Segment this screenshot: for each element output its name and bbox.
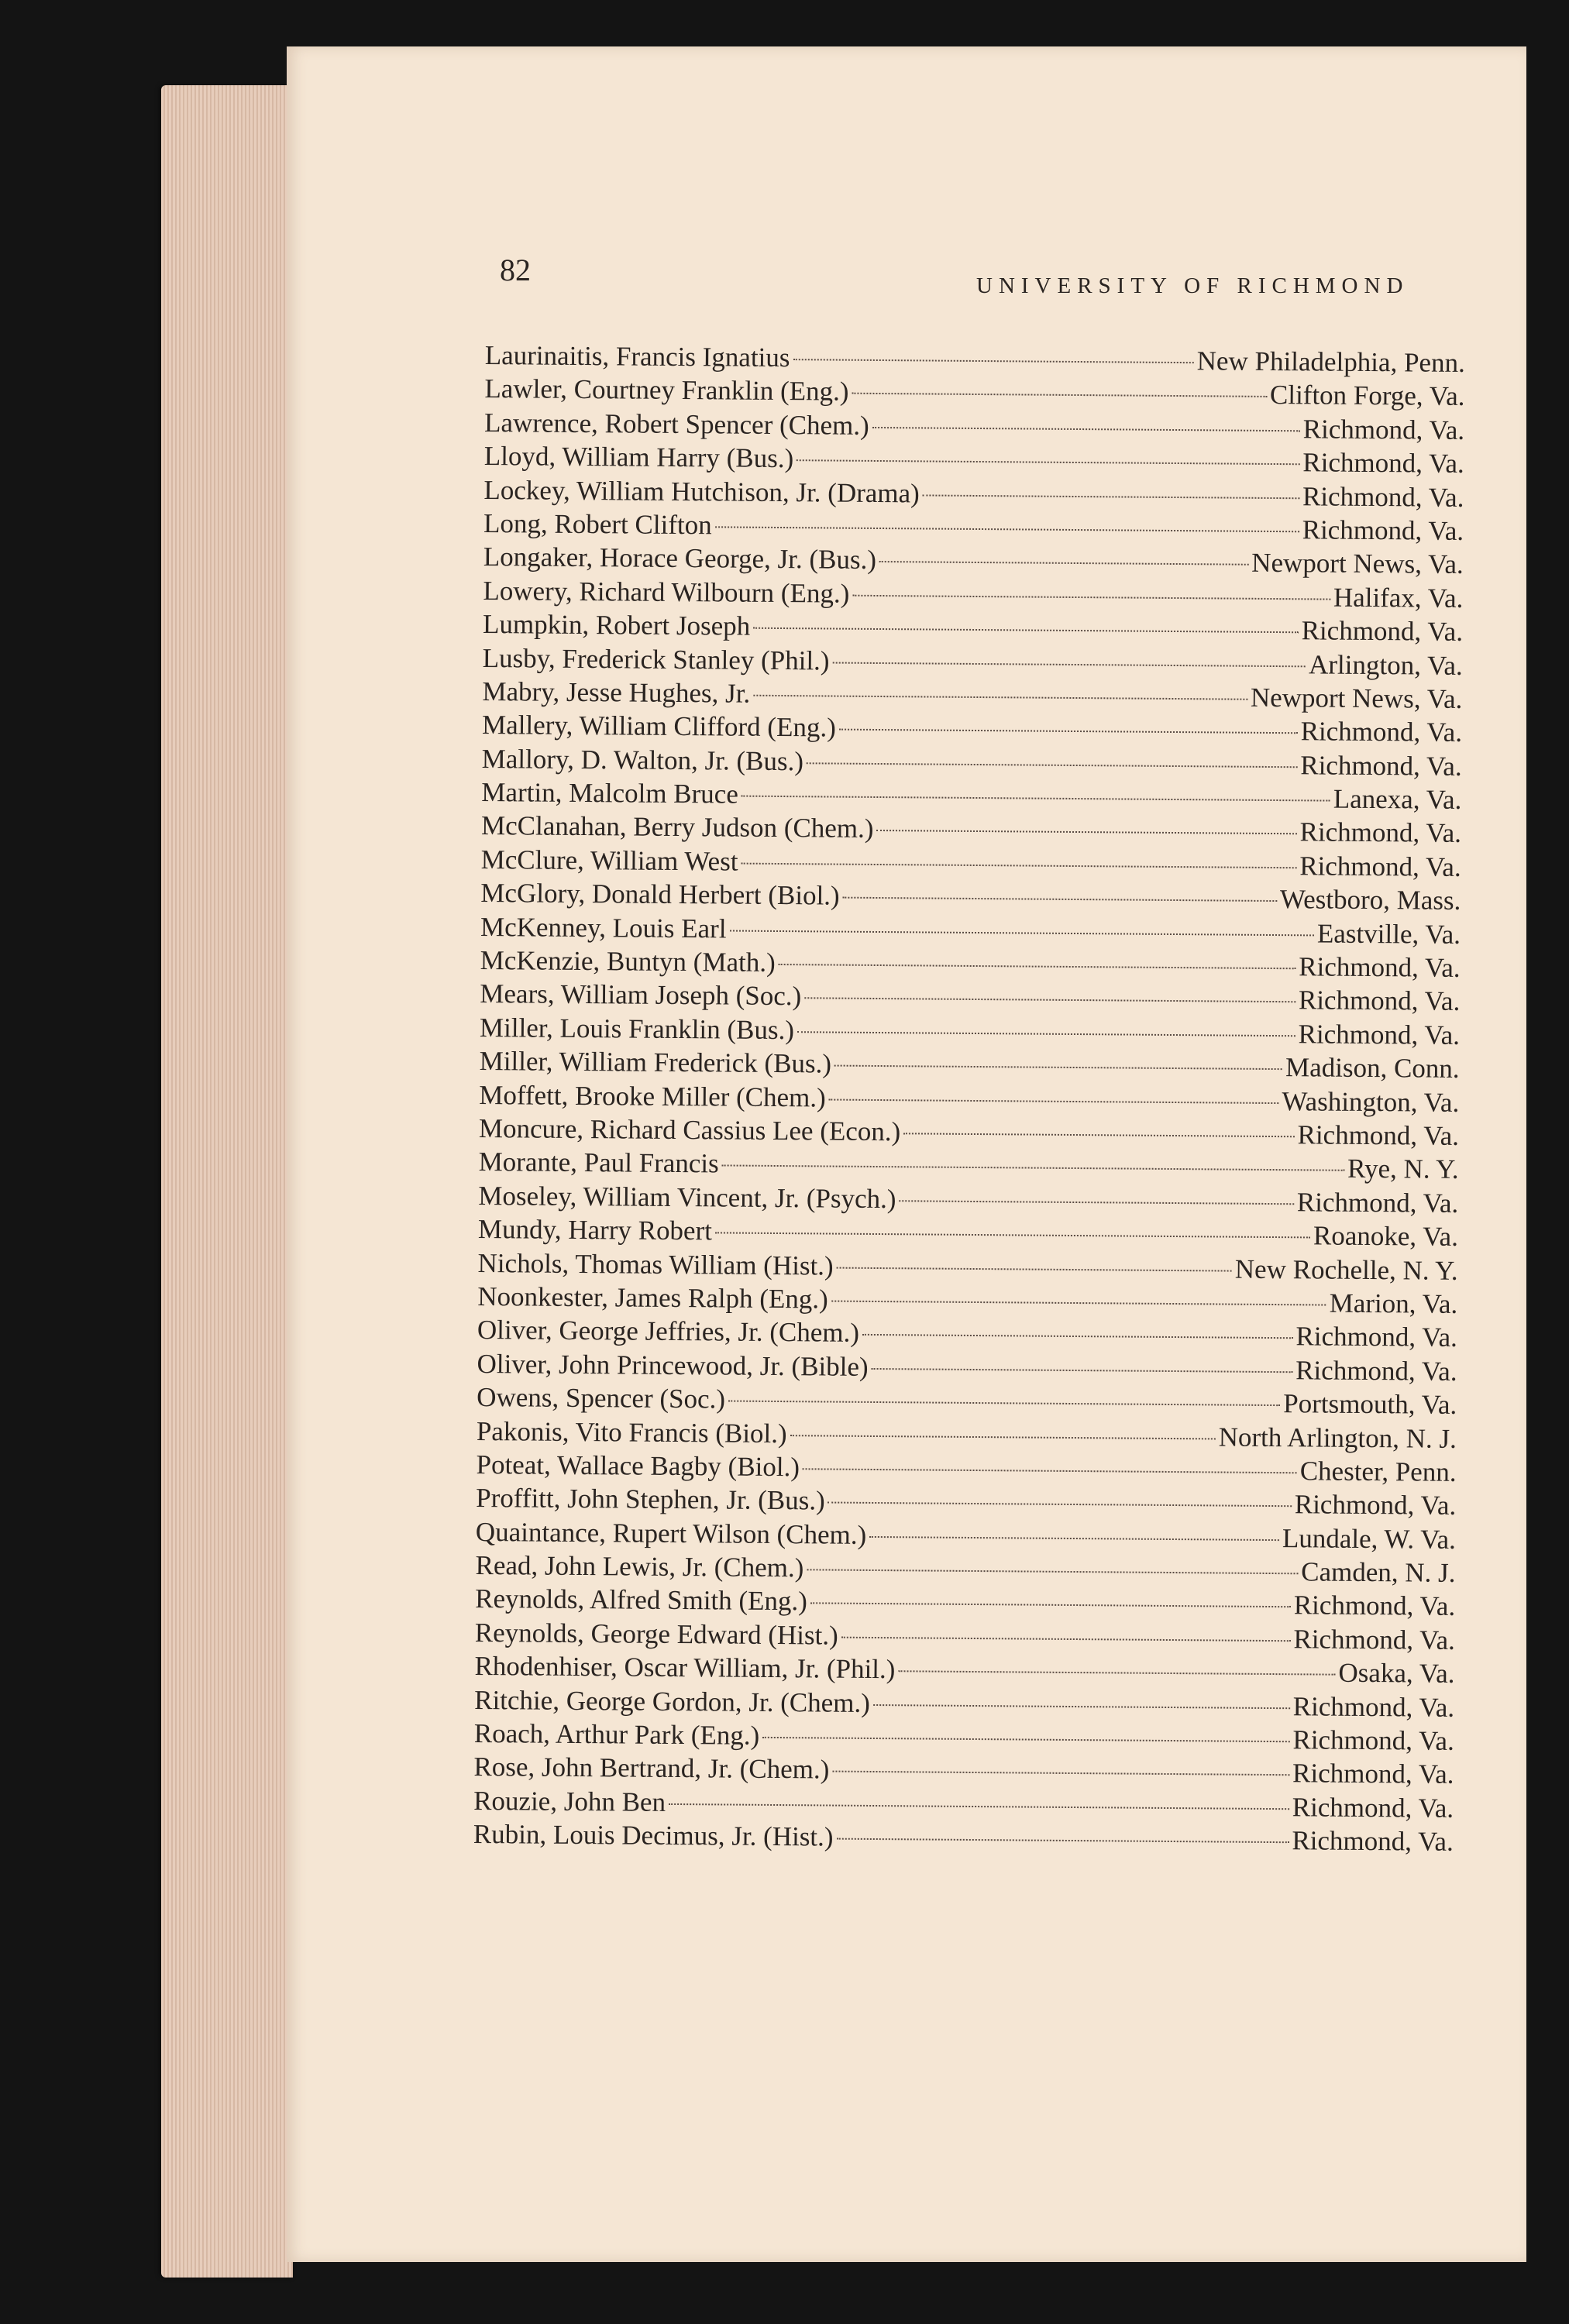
- student-name: McKenzie, Buntyn (Math.): [480, 945, 776, 978]
- hometown: Richmond, Va.: [1292, 1792, 1454, 1824]
- student-name: Long, Robert Clifton: [483, 507, 712, 541]
- hometown: Newport News, Va.: [1251, 548, 1464, 580]
- hometown: Richmond, Va.: [1297, 1119, 1460, 1151]
- dot-leader: [903, 1133, 1294, 1137]
- hometown: Clifton Forge, Va.: [1269, 380, 1465, 412]
- student-name: Owens, Spencer (Soc.): [477, 1382, 726, 1415]
- dot-leader: [728, 1401, 1280, 1407]
- dot-leader: [834, 1065, 1282, 1071]
- hometown: Richmond, Va.: [1302, 447, 1464, 480]
- student-name: Moncure, Richard Cassius Lee (Econ.): [478, 1112, 901, 1147]
- book-page-edges: [161, 85, 293, 2278]
- student-name: Nichols, Thomas William (Hist.): [477, 1247, 834, 1281]
- running-head: UNIVERSITY OF RICHMOND: [976, 273, 1409, 298]
- student-name: Morante, Paul Francis: [478, 1147, 719, 1179]
- student-name: Mears, William Joseph (Soc.): [480, 978, 802, 1012]
- student-name: Lumpkin, Robert Joseph: [482, 609, 751, 641]
- student-name: Pakonis, Vito Francis (Biol.): [476, 1415, 787, 1449]
- dot-leader: [810, 1603, 1291, 1608]
- hometown: Richmond, Va.: [1299, 951, 1461, 983]
- student-name: Reynolds, Alfred Smith (Eng.): [475, 1583, 808, 1617]
- hometown: Lundale, W. Va.: [1282, 1522, 1457, 1555]
- hometown: Richmond, Va.: [1302, 480, 1464, 513]
- dot-leader: [832, 1771, 1289, 1776]
- dot-leader: [807, 762, 1297, 768]
- student-name: Lawrence, Robert Spencer (Chem.): [483, 407, 869, 441]
- dot-leader: [722, 1165, 1344, 1171]
- hometown: Madison, Conn.: [1285, 1052, 1460, 1085]
- dot-leader: [804, 998, 1295, 1003]
- hometown: Richmond, Va.: [1294, 1489, 1457, 1521]
- hometown: Camden, N. J.: [1301, 1556, 1456, 1588]
- hometown: Richmond, Va.: [1298, 985, 1461, 1017]
- student-name: Moffett, Brooke Miller (Chem.): [479, 1079, 826, 1113]
- dot-leader: [741, 796, 1330, 802]
- dot-leader: [852, 594, 1330, 600]
- student-name: McClure, William West: [480, 844, 738, 877]
- hometown: Richmond, Va.: [1296, 1187, 1459, 1219]
- student-name: Ritchie, George Gordon, Jr. (Chem.): [474, 1684, 870, 1718]
- dot-leader: [876, 830, 1296, 834]
- hometown: Richmond, Va.: [1302, 414, 1465, 445]
- dot-leader: [843, 897, 1277, 902]
- student-name: Lockey, William Hutchison, Jr. (Drama): [483, 474, 920, 508]
- hometown: Richmond, Va.: [1295, 1321, 1458, 1353]
- hometown: Richmond, Va.: [1300, 749, 1462, 782]
- student-name: Moseley, William Vincent, Jr. (Psych.): [478, 1180, 896, 1214]
- hometown: Chester, Penn.: [1299, 1456, 1457, 1487]
- hometown: Richmond, Va.: [1302, 514, 1464, 546]
- student-name: McClanahan, Berry Judson (Chem.): [480, 810, 874, 844]
- student-name: Miller, Louis Franklin (Bus.): [479, 1012, 795, 1045]
- student-name: McKenney, Louis Earl: [480, 911, 727, 944]
- student-name: Mabry, Jesse Hughes, Jr.: [482, 676, 751, 709]
- hometown: New Philadelphia, Penn.: [1196, 346, 1465, 378]
- dot-leader: [872, 1368, 1293, 1373]
- dot-leader: [873, 1704, 1290, 1709]
- student-name: Roach, Arthur Park (Eng.): [473, 1717, 760, 1751]
- hometown: Halifax, Va.: [1333, 582, 1464, 614]
- student-name: Rubin, Louis Decimus, Jr. (Hist.): [473, 1819, 834, 1852]
- hometown: Arlington, Va.: [1308, 648, 1463, 681]
- hometown: Richmond, Va.: [1299, 851, 1461, 882]
- student-name: Lowery, Richard Wilbourn (Eng.): [483, 575, 850, 609]
- dot-leader: [833, 662, 1306, 667]
- student-name: Quaintance, Rupert Wilson (Chem.): [475, 1516, 867, 1550]
- list-item: [473, 1817, 1454, 1858]
- dot-leader: [730, 930, 1314, 936]
- hometown: Richmond, Va.: [1298, 1019, 1461, 1050]
- student-name: Proffitt, John Stephen, Jr. (Bus.): [476, 1483, 825, 1516]
- hometown: Westboro, Mass.: [1279, 884, 1461, 916]
- dot-leader: [841, 1637, 1291, 1642]
- dot-leader: [828, 1502, 1292, 1508]
- hometown: Roanoke, Va.: [1313, 1220, 1459, 1253]
- hometown: Richmond, Va.: [1293, 1590, 1456, 1622]
- dot-leader: [790, 1435, 1216, 1439]
- dot-leader: [797, 459, 1299, 465]
- hometown: Newport News, Va.: [1250, 682, 1463, 714]
- dot-leader: [831, 1300, 1326, 1305]
- student-name: Rose, John Bertrand, Jr. (Chem.): [473, 1752, 830, 1785]
- dot-leader: [715, 526, 1299, 532]
- dot-leader: [797, 1031, 1295, 1037]
- student-name: Mallory, D. Walton, Jr. (Bus.): [481, 743, 804, 776]
- page-number: 82: [500, 253, 531, 287]
- hometown: Richmond, Va.: [1292, 1690, 1455, 1723]
- dot-leader: [852, 393, 1266, 397]
- hometown: Richmond, Va.: [1295, 1354, 1457, 1387]
- dot-leader: [837, 1838, 1289, 1844]
- hometown: Rye, N. Y.: [1347, 1153, 1459, 1185]
- student-name: Lawler, Courtney Franklin (Eng.): [484, 373, 849, 407]
- hometown: North Arlington, N. J.: [1218, 1421, 1457, 1454]
- student-name: Oliver, George Jeffries, Jr. (Chem.): [477, 1315, 860, 1349]
- student-name: Martin, Malcolm Bruce: [481, 777, 738, 810]
- dot-leader: [715, 1232, 1310, 1239]
- hometown: Washington, Va.: [1282, 1085, 1460, 1118]
- dot-leader: [753, 627, 1298, 634]
- student-name: Mundy, Harry Robert: [477, 1214, 713, 1246]
- hometown: Richmond, Va.: [1293, 1624, 1455, 1655]
- hometown: Marion, Va.: [1329, 1287, 1458, 1319]
- dot-leader: [839, 729, 1298, 734]
- dot-leader: [879, 561, 1248, 566]
- directory-list: [473, 339, 1465, 1858]
- dot-leader: [829, 1098, 1279, 1104]
- student-name: Lusby, Frederick Stanley (Phil.): [482, 642, 830, 676]
- hometown: Richmond, Va.: [1292, 1825, 1454, 1858]
- hometown: Richmond, Va.: [1300, 716, 1463, 748]
- dot-leader: [807, 1569, 1298, 1574]
- dot-leader: [872, 427, 1300, 431]
- dot-leader: [753, 695, 1247, 700]
- hometown: Richmond, Va.: [1299, 816, 1462, 849]
- student-name: Noonkester, James Ralph (Eng.): [477, 1281, 828, 1315]
- dot-leader: [869, 1536, 1279, 1541]
- hometown: Richmond, Va.: [1292, 1724, 1454, 1756]
- hometown: Eastville, Va.: [1316, 918, 1461, 950]
- hometown: Osaka, Va.: [1338, 1657, 1455, 1690]
- dot-leader: [862, 1334, 1293, 1339]
- dot-leader: [762, 1737, 1289, 1742]
- student-name: Oliver, John Princewood, Jr. (Bible): [477, 1348, 869, 1382]
- student-name: Rouzie, John Ben: [473, 1785, 666, 1817]
- dot-leader: [923, 494, 1299, 499]
- student-name: Mallery, William Clifford (Eng.): [481, 710, 836, 743]
- student-name: Rhodenhiser, Oscar William, Jr. (Phil.): [474, 1651, 896, 1685]
- hometown: Richmond, Va.: [1292, 1758, 1454, 1790]
- dot-leader: [793, 359, 1193, 363]
- student-name: Reynolds, George Edward (Hist.): [474, 1617, 838, 1651]
- dot-leader: [669, 1803, 1289, 1810]
- student-name: Longaker, Horace George, Jr. (Bus.): [483, 541, 877, 576]
- hometown: Lanexa, Va.: [1333, 783, 1462, 815]
- dot-leader: [837, 1267, 1232, 1271]
- book-page: [287, 46, 1526, 2262]
- student-name: Lloyd, William Harry (Bus.): [483, 441, 794, 474]
- student-name: Poteat, Wallace Bagby (Biol.): [476, 1449, 800, 1483]
- dot-leader: [779, 964, 1296, 969]
- hometown: Richmond, Va.: [1301, 615, 1464, 648]
- student-name: Laurinaitis, Francis Ignatius: [484, 339, 790, 373]
- dot-leader: [900, 1200, 1294, 1205]
- hometown: New Rochelle, N. Y.: [1234, 1253, 1458, 1286]
- student-name: McGlory, Donald Herbert (Biol.): [480, 878, 840, 911]
- hometown: Portsmouth, Va.: [1283, 1388, 1457, 1421]
- student-name: Miller, William Frederick (Bus.): [479, 1046, 832, 1079]
- dot-leader: [898, 1670, 1335, 1675]
- dot-leader: [803, 1468, 1297, 1473]
- dot-leader: [741, 862, 1296, 868]
- student-name: Read, John Lewis, Jr. (Chem.): [475, 1550, 804, 1583]
